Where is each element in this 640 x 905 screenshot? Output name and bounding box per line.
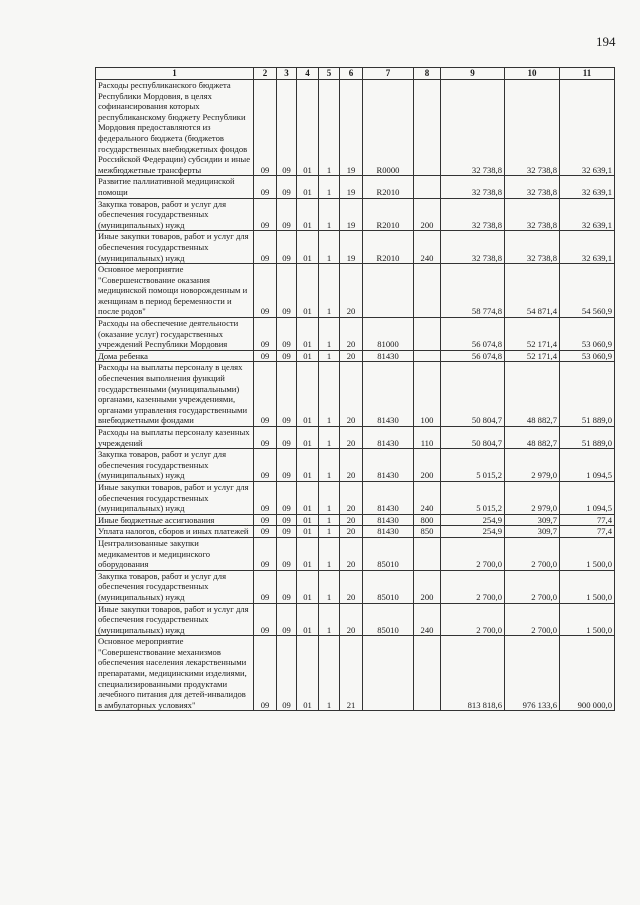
table-row bbox=[96, 80, 615, 176]
table-row bbox=[96, 427, 615, 449]
cell-amount-year1: 32 738,8 bbox=[441, 198, 505, 231]
cell-program: 01 bbox=[297, 350, 319, 362]
cell-expense-type: 850 bbox=[414, 526, 441, 538]
cell-program: 01 bbox=[297, 449, 319, 482]
cell-subprogram: 1 bbox=[319, 80, 340, 176]
cell-amount-year3: 53 060,9 bbox=[560, 318, 615, 351]
cell-amount-year2: 309,7 bbox=[505, 514, 560, 526]
cell-event: 20 bbox=[340, 481, 363, 514]
cell-amount-year3: 900 000,0 bbox=[560, 636, 615, 711]
row-label: Иные закупки товаров, работ и услуг для обеспечения государственных (муниципальных) нужд bbox=[96, 603, 254, 636]
cell-amount-year3: 32 639,1 bbox=[560, 231, 615, 264]
row-label: Развитие паллиативной медицинской помощи bbox=[96, 176, 254, 198]
cell-event: 20 bbox=[340, 318, 363, 351]
cell-amount-year2: 32 738,8 bbox=[505, 176, 560, 198]
cell-subprogram: 1 bbox=[319, 198, 340, 231]
row-label: Закупка товаров, работ и услуг для обеспечения государственных (муниципальных) нужд bbox=[96, 198, 254, 231]
cell-expense-type bbox=[414, 318, 441, 351]
table-row bbox=[96, 514, 615, 526]
cell-subsection: 09 bbox=[277, 636, 297, 711]
cell-amount-year2: 48 882,7 bbox=[505, 362, 560, 427]
col-header: 2 bbox=[254, 68, 277, 80]
cell-amount-year2: 309,7 bbox=[505, 526, 560, 538]
cell-expense-type: 100 bbox=[414, 362, 441, 427]
cell-subsection: 09 bbox=[277, 231, 297, 264]
cell-amount-year2: 2 700,0 bbox=[505, 570, 560, 603]
table-row bbox=[96, 537, 615, 570]
cell-amount-year1: 56 074,8 bbox=[441, 318, 505, 351]
cell-amount-year2: 2 700,0 bbox=[505, 603, 560, 636]
header-row bbox=[96, 68, 615, 80]
cell-target: 81430 bbox=[363, 362, 414, 427]
cell-amount-year2: 32 738,8 bbox=[505, 80, 560, 176]
cell-subsection: 09 bbox=[277, 198, 297, 231]
cell-amount-year1: 58 774,8 bbox=[441, 264, 505, 318]
row-label: Основное мероприятие "Совершенствование оказания медицинской помощи новорожденным и женщинам в период беременности и после родов" bbox=[96, 264, 254, 318]
cell-target: 81430 bbox=[363, 350, 414, 362]
cell-amount-year2: 54 871,4 bbox=[505, 264, 560, 318]
cell-expense-type: 200 bbox=[414, 570, 441, 603]
row-label: Иные бюджетные ассигнования bbox=[96, 514, 254, 526]
cell-event: 20 bbox=[340, 570, 363, 603]
cell-event: 21 bbox=[340, 636, 363, 711]
cell-expense-type: 800 bbox=[414, 514, 441, 526]
cell-amount-year1: 254,9 bbox=[441, 514, 505, 526]
cell-amount-year3: 1 500,0 bbox=[560, 570, 615, 603]
cell-target: R2010 bbox=[363, 176, 414, 198]
cell-subprogram: 1 bbox=[319, 449, 340, 482]
cell-amount-year3: 54 560,9 bbox=[560, 264, 615, 318]
col-header: 4 bbox=[297, 68, 319, 80]
cell-program: 01 bbox=[297, 570, 319, 603]
cell-target: 81430 bbox=[363, 427, 414, 449]
row-label: Иные закупки товаров, работ и услуг для обеспечения государственных (муниципальных) нужд bbox=[96, 231, 254, 264]
cell-amount-year2: 48 882,7 bbox=[505, 427, 560, 449]
cell-expense-type: 200 bbox=[414, 449, 441, 482]
cell-amount-year1: 2 700,0 bbox=[441, 537, 505, 570]
cell-subprogram: 1 bbox=[319, 350, 340, 362]
cell-program: 01 bbox=[297, 80, 319, 176]
cell-event: 20 bbox=[340, 362, 363, 427]
cell-subsection: 09 bbox=[277, 570, 297, 603]
cell-subprogram: 1 bbox=[319, 176, 340, 198]
cell-event: 19 bbox=[340, 176, 363, 198]
cell-subprogram: 1 bbox=[319, 427, 340, 449]
cell-subsection: 09 bbox=[277, 350, 297, 362]
cell-section: 09 bbox=[254, 318, 277, 351]
cell-expense-type: 110 bbox=[414, 427, 441, 449]
cell-expense-type bbox=[414, 80, 441, 176]
col-header: 5 bbox=[319, 68, 340, 80]
cell-event: 20 bbox=[340, 526, 363, 538]
cell-event: 19 bbox=[340, 231, 363, 264]
cell-target: R2010 bbox=[363, 198, 414, 231]
cell-section: 09 bbox=[254, 231, 277, 264]
cell-amount-year3: 1 094,5 bbox=[560, 481, 615, 514]
row-label: Расходы на выплаты персоналу в целях обеспечения выполнения функций государственными (муниципальными) органами, казенными учреждениями, органами управления государственными внебюджетными фондами bbox=[96, 362, 254, 427]
cell-subsection: 09 bbox=[277, 449, 297, 482]
row-label: Расходы на выплаты персоналу казенных учреждений bbox=[96, 427, 254, 449]
cell-program: 01 bbox=[297, 481, 319, 514]
table-row bbox=[96, 198, 615, 231]
cell-event: 19 bbox=[340, 80, 363, 176]
cell-subsection: 09 bbox=[277, 427, 297, 449]
cell-subprogram: 1 bbox=[319, 481, 340, 514]
table-row bbox=[96, 636, 615, 711]
cell-section: 09 bbox=[254, 570, 277, 603]
cell-target: 85010 bbox=[363, 570, 414, 603]
cell-section: 09 bbox=[254, 427, 277, 449]
cell-section: 09 bbox=[254, 526, 277, 538]
cell-section: 09 bbox=[254, 264, 277, 318]
table-row bbox=[96, 526, 615, 538]
row-label: Расходы республиканского бюджета Республики Мордовия, в целях софинансирования которых республиканскому бюджету Республики Мордовия предоставляются из федерального бюджета (бюджетов государственных внебюджетных фондов Российской Федерации) субсидии и иные межбюджетные трансферты bbox=[96, 80, 254, 176]
cell-event: 20 bbox=[340, 264, 363, 318]
cell-subprogram: 1 bbox=[319, 636, 340, 711]
table-row bbox=[96, 318, 615, 351]
cell-expense-type: 240 bbox=[414, 603, 441, 636]
row-label: Расходы на обеспечение деятельности (оказание услуг) государственных учреждений Республики Мордовия bbox=[96, 318, 254, 351]
cell-subprogram: 1 bbox=[319, 526, 340, 538]
cell-event: 20 bbox=[340, 449, 363, 482]
page-number: 194 bbox=[596, 34, 616, 49]
cell-subsection: 09 bbox=[277, 362, 297, 427]
col-header: 9 bbox=[441, 68, 505, 80]
cell-amount-year1: 32 738,8 bbox=[441, 231, 505, 264]
cell-subprogram: 1 bbox=[319, 603, 340, 636]
cell-program: 01 bbox=[297, 198, 319, 231]
cell-program: 01 bbox=[297, 537, 319, 570]
cell-amount-year2: 52 171,4 bbox=[505, 318, 560, 351]
cell-amount-year3: 32 639,1 bbox=[560, 198, 615, 231]
cell-program: 01 bbox=[297, 264, 319, 318]
cell-amount-year2: 32 738,8 bbox=[505, 198, 560, 231]
cell-subsection: 09 bbox=[277, 526, 297, 538]
cell-target: R0000 bbox=[363, 80, 414, 176]
cell-event: 20 bbox=[340, 514, 363, 526]
table-row bbox=[96, 603, 615, 636]
cell-amount-year2: 2 979,0 bbox=[505, 449, 560, 482]
cell-amount-year2: 2 700,0 bbox=[505, 537, 560, 570]
cell-amount-year3: 1 500,0 bbox=[560, 537, 615, 570]
cell-event: 20 bbox=[340, 537, 363, 570]
cell-amount-year1: 254,9 bbox=[441, 526, 505, 538]
cell-event: 20 bbox=[340, 427, 363, 449]
cell-event: 19 bbox=[340, 198, 363, 231]
cell-program: 01 bbox=[297, 636, 319, 711]
cell-section: 09 bbox=[254, 362, 277, 427]
cell-program: 01 bbox=[297, 526, 319, 538]
cell-subsection: 09 bbox=[277, 481, 297, 514]
col-header: 8 bbox=[414, 68, 441, 80]
row-label: Дома ребенка bbox=[96, 350, 254, 362]
table-row bbox=[96, 570, 615, 603]
cell-target: 85010 bbox=[363, 537, 414, 570]
cell-amount-year3: 1 094,5 bbox=[560, 449, 615, 482]
cell-amount-year2: 976 133,6 bbox=[505, 636, 560, 711]
cell-section: 09 bbox=[254, 537, 277, 570]
cell-program: 01 bbox=[297, 176, 319, 198]
cell-section: 09 bbox=[254, 350, 277, 362]
cell-amount-year3: 51 889,0 bbox=[560, 362, 615, 427]
cell-target: 81430 bbox=[363, 481, 414, 514]
budget-table bbox=[95, 67, 615, 711]
cell-amount-year3: 53 060,9 bbox=[560, 350, 615, 362]
cell-amount-year1: 2 700,0 bbox=[441, 570, 505, 603]
cell-section: 09 bbox=[254, 176, 277, 198]
cell-subprogram: 1 bbox=[319, 514, 340, 526]
col-header: 1 bbox=[96, 68, 254, 80]
cell-subsection: 09 bbox=[277, 603, 297, 636]
col-header: 11 bbox=[560, 68, 615, 80]
cell-expense-type bbox=[414, 636, 441, 711]
cell-section: 09 bbox=[254, 198, 277, 231]
cell-section: 09 bbox=[254, 514, 277, 526]
cell-event: 20 bbox=[340, 350, 363, 362]
cell-expense-type bbox=[414, 264, 441, 318]
cell-expense-type: 200 bbox=[414, 198, 441, 231]
cell-amount-year2: 52 171,4 bbox=[505, 350, 560, 362]
cell-target: 81430 bbox=[363, 449, 414, 482]
cell-amount-year3: 1 500,0 bbox=[560, 603, 615, 636]
table-row bbox=[96, 231, 615, 264]
cell-target: 81000 bbox=[363, 318, 414, 351]
cell-expense-type bbox=[414, 176, 441, 198]
table-row bbox=[96, 481, 615, 514]
cell-section: 09 bbox=[254, 636, 277, 711]
cell-subprogram: 1 bbox=[319, 362, 340, 427]
cell-subprogram: 1 bbox=[319, 537, 340, 570]
row-label: Иные закупки товаров, работ и услуг для обеспечения государственных (муниципальных) нужд bbox=[96, 481, 254, 514]
cell-amount-year3: 77,4 bbox=[560, 526, 615, 538]
cell-amount-year3: 51 889,0 bbox=[560, 427, 615, 449]
col-header: 10 bbox=[505, 68, 560, 80]
cell-target: 81430 bbox=[363, 514, 414, 526]
cell-target: 81430 bbox=[363, 526, 414, 538]
cell-amount-year3: 77,4 bbox=[560, 514, 615, 526]
cell-expense-type: 240 bbox=[414, 231, 441, 264]
cell-amount-year1: 50 804,7 bbox=[441, 427, 505, 449]
cell-expense-type bbox=[414, 537, 441, 570]
cell-section: 09 bbox=[254, 481, 277, 514]
cell-expense-type: 240 bbox=[414, 481, 441, 514]
cell-amount-year3: 32 639,1 bbox=[560, 80, 615, 176]
cell-amount-year1: 32 738,8 bbox=[441, 80, 505, 176]
cell-amount-year1: 2 700,0 bbox=[441, 603, 505, 636]
col-header: 7 bbox=[363, 68, 414, 80]
cell-subsection: 09 bbox=[277, 80, 297, 176]
row-label: Закупка товаров, работ и услуг для обеспечения государственных (муниципальных) нужд bbox=[96, 570, 254, 603]
cell-amount-year1: 32 738,8 bbox=[441, 176, 505, 198]
cell-amount-year1: 5 015,2 bbox=[441, 481, 505, 514]
cell-target: R2010 bbox=[363, 231, 414, 264]
cell-expense-type bbox=[414, 350, 441, 362]
col-header: 6 bbox=[340, 68, 363, 80]
cell-amount-year1: 56 074,8 bbox=[441, 350, 505, 362]
cell-subsection: 09 bbox=[277, 264, 297, 318]
cell-section: 09 bbox=[254, 449, 277, 482]
cell-amount-year1: 50 804,7 bbox=[441, 362, 505, 427]
cell-target bbox=[363, 636, 414, 711]
cell-program: 01 bbox=[297, 318, 319, 351]
cell-program: 01 bbox=[297, 514, 319, 526]
cell-amount-year2: 32 738,8 bbox=[505, 231, 560, 264]
cell-subsection: 09 bbox=[277, 537, 297, 570]
cell-section: 09 bbox=[254, 603, 277, 636]
table-row bbox=[96, 176, 615, 198]
cell-target bbox=[363, 264, 414, 318]
cell-subprogram: 1 bbox=[319, 264, 340, 318]
row-label: Централизованные закупки медикаментов и медицинского оборудования bbox=[96, 537, 254, 570]
row-label: Закупка товаров, работ и услуг для обеспечения государственных (муниципальных) нужд bbox=[96, 449, 254, 482]
table-row bbox=[96, 362, 615, 427]
cell-section: 09 bbox=[254, 80, 277, 176]
cell-subprogram: 1 bbox=[319, 318, 340, 351]
table-row bbox=[96, 449, 615, 482]
cell-amount-year1: 813 818,6 bbox=[441, 636, 505, 711]
cell-program: 01 bbox=[297, 231, 319, 264]
cell-amount-year3: 32 639,1 bbox=[560, 176, 615, 198]
cell-program: 01 bbox=[297, 362, 319, 427]
cell-subprogram: 1 bbox=[319, 231, 340, 264]
cell-subsection: 09 bbox=[277, 514, 297, 526]
cell-amount-year2: 2 979,0 bbox=[505, 481, 560, 514]
cell-amount-year1: 5 015,2 bbox=[441, 449, 505, 482]
cell-program: 01 bbox=[297, 603, 319, 636]
col-header: 3 bbox=[277, 68, 297, 80]
row-label: Основное мероприятие "Совершенствование механизмов обеспечения населения лекарственными препаратами, медицинскими изделиями, специализированными продуктами лечебного питания для детей-инвалидов в амбулаторных условиях" bbox=[96, 636, 254, 711]
cell-subsection: 09 bbox=[277, 318, 297, 351]
cell-program: 01 bbox=[297, 427, 319, 449]
row-label: Уплата налогов, сборов и иных платежей bbox=[96, 526, 254, 538]
table-row bbox=[96, 350, 615, 362]
cell-subprogram: 1 bbox=[319, 570, 340, 603]
table-row bbox=[96, 264, 615, 318]
cell-target: 85010 bbox=[363, 603, 414, 636]
cell-event: 20 bbox=[340, 603, 363, 636]
cell-subsection: 09 bbox=[277, 176, 297, 198]
